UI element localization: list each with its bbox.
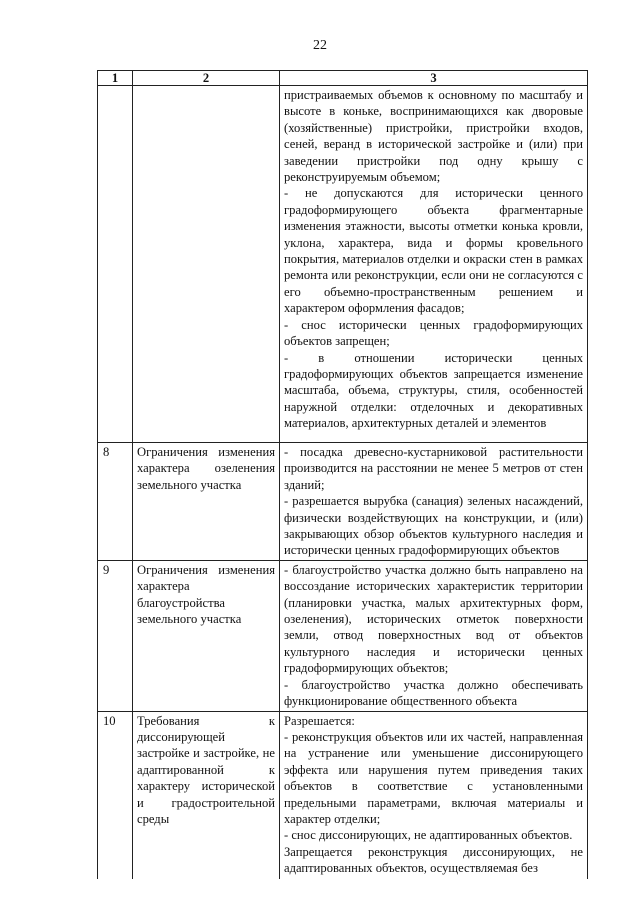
row-title — [133, 711, 280, 879]
content-paragraph: Запрещается реконструкция диссонирующих, не адаптированных объектов, осуществляемая без — [284, 844, 583, 876]
content-paragraph: - посадка древесно-кустарниковой растительности производится на расстоянии не менее 5 метров от стен зданий; — [284, 445, 583, 492]
table-row — [98, 560, 588, 711]
row-title — [133, 443, 280, 561]
content-paragraph: - благоустройство участка должно быть направлено на воссоздание исторических характеристик территории (планировки участка, малых архитектурных форм, озеленения), исторических отметок поверхности земли, отвод поверхностных вод от объектов культурного наследия и исторически ценных градоформирующих объектов; — [284, 562, 583, 676]
row-content — [280, 711, 588, 879]
content-paragraph: - в отношении исторически ценных градоформирующих объектов запрещается изменение масштаба, объема, структуры, стиля, особенностей наружной отделки: отделочных и декоративных материалов, архитектурных деталей и элементов — [284, 350, 583, 431]
table-row — [98, 443, 588, 561]
table-row — [98, 86, 588, 443]
content-paragraph: - благоустройство участка должно обеспечивать функционирование общественного объекта — [284, 677, 583, 709]
row-number: 9 — [98, 560, 133, 711]
row-number: 8 — [98, 443, 133, 561]
content-paragraph: пристраиваемых объемов к основному по масштабу и высоте в коньке, воспринимающихся как дворовые (хозяйственные) пристройки, пристройки входов, сеней, веранд в исторической застройке и (или) при заведении пристройки под одну крышу с реконструируемым объемом; — [284, 88, 583, 185]
table-header-row — [98, 71, 588, 86]
row-title — [133, 560, 280, 711]
content-paragraph: - реконструкция объектов или их частей, направленная на устранение или уменьшение диссонирующего эффекта или нарушения путем приведения таких объектов в соответствие с установленными предельными параметрами, включая материалы и характер отделки; — [284, 729, 583, 826]
content-paragraph: - снос диссонирующих, не адаптированных объектов. — [284, 828, 573, 843]
row-content — [280, 560, 588, 711]
content-paragraph: Разрешается: — [284, 713, 355, 728]
page-number: 22 — [313, 38, 327, 53]
content-paragraph: - снос исторически ценных градоформирующих объектов запрещен; — [284, 317, 583, 349]
content-paragraph: - разрешается вырубка (санация) зеленых насаждений, физически воздействующих на конструкции, и (или) закрывающих обзор объектов культурного наследия и исторически ценных градоформирующих объектов — [284, 494, 583, 558]
header-col-3: 3 — [280, 71, 588, 86]
row-title-text: Требования к диссонирующей застройке и застройке, не адаптированной к характеру исторической и градостроительной среды — [137, 713, 275, 826]
row-title-text: Ограничения изменения характера благоустройства земельного участка — [137, 562, 275, 627]
row-content — [280, 443, 588, 561]
requirements-table — [97, 70, 588, 879]
header-col-1: 1 — [98, 71, 133, 86]
table-row — [98, 711, 588, 879]
row-title-text: Ограничения изменения характера озеленения земельного участка — [137, 445, 275, 492]
row-title — [133, 86, 280, 443]
row-number — [98, 86, 133, 443]
row-content — [280, 86, 588, 443]
row-number: 10 — [98, 711, 133, 879]
content-paragraph: - не допускаются для исторически ценного градоформирующего объекта фрагментарные изменения этажности, высоты отметки конька кровли, уклона, характера, вида и формы кровельного покрытия, материалов отделки и окраски стен в рамках ремонта или реконструкции, если они не согласуются с его объемно-пространственным решением и характером оформления фасадов; — [284, 186, 583, 316]
header-col-2: 2 — [133, 71, 280, 86]
